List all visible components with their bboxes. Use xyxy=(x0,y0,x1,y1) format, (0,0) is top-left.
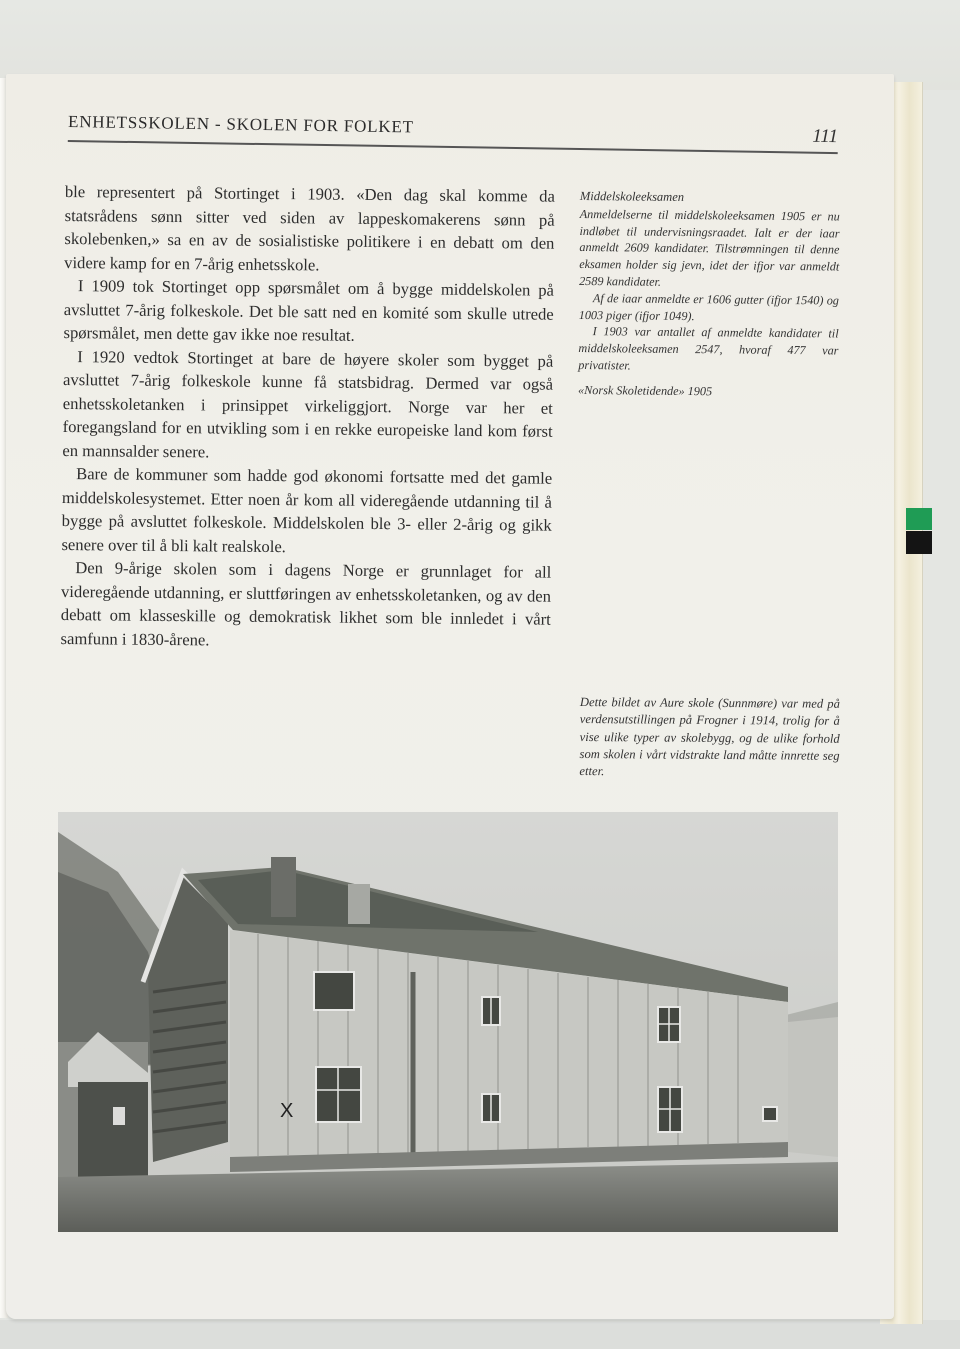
main-body-text xyxy=(60,180,554,655)
sidebar-quote xyxy=(578,188,840,401)
tab-black xyxy=(906,531,932,554)
header-rule xyxy=(68,140,838,154)
school-photograph xyxy=(58,812,838,1232)
sidebar-paragraph: Af de iaar anmeldte er 1606 gutter (ifjor 1540) og 1003 piger (ifjor 1049). xyxy=(578,290,840,323)
schoolhouse-illustration xyxy=(58,812,838,1232)
photo-caption: Dette bildet av Aure skole (Sunnmøre) var med på verdensutstillingen på Frogner i 1914, trolig for å vise ulike typer av skolebygg, og de ulike forhold som skolen i vårt vidstrakte land måtte innrette seg etter. xyxy=(579,695,840,779)
sidebar-paragraph: Anmeldelserne til middelskoleeksamen 1905 er nu indløbet til undervisningsraadet. Ialt er der iaar anmeldt 2609 kandidater. Tilstrømningen til denne eksamen holder sig jevn, idet der ifjor var anmeldt 2589 kandidater. xyxy=(579,206,840,289)
sidebar-paragraph: I 1903 var antallet af anmeldte kandidater til middelskoleeksamen 2547, hvoraf 477 var privatister. xyxy=(578,324,839,373)
paragraph: Den 9-årige skolen som i dagens Norge er grunnlaget for all videregående utdanning, er sluttføringen av enhetsskoletanken, og av den debatt om klasseskille og demokratisk likhet som ble innledet i vårt samfunn i 1830-årene. xyxy=(60,558,552,649)
paragraph: Bare de kommuner som hadde god økonomi fortsatte med det gamle middelskolesystemet. Etter noen år kom all videregående utdanning til å bygge på avsluttet folkeskole. Middelskolen ble 3- eller 2-årig og gikk senere over til å bli kalt realskole. xyxy=(61,464,553,556)
photo-marker: X xyxy=(280,1100,294,1122)
tab-green xyxy=(906,508,932,530)
running-title: ENHETSSKOLEN - SKOLEN FOR FOLKET xyxy=(67,112,414,137)
paragraph: I 1920 vedtok Stortinget at bare de høyere skoler som bygget på avsluttet 7-årig folkeskole kunne få statsbidrag. Dermed var også enhetsskoletanken i prinsippet virkeliggjort. Norge var her et foregangsland for en utvikling som i en rekke europeiske land kom først en mannsalder senere. xyxy=(62,346,554,461)
page-number: 111 xyxy=(812,125,839,148)
section-color-tab xyxy=(906,508,932,554)
paragraph: I 1909 tok Stortinget opp spørsmålet om å bygge middelskolen på avsluttet 7-årig folkeskole. Det ble satt ned en komité som skulle utrede spørsmålet, men dette gav ikke noe resultat. xyxy=(63,276,555,345)
sidebar-source: «Norsk Skoletidende» 1905 xyxy=(577,382,713,399)
paragraph: ble representert på Stortinget i 1903. «Den dag skal komme da statsrådens sønn sitter ved siden av lappeskomakerens sønn på skolebenken,» sa en av de sosialistiske politikere i en debatt om den videre kamp for en 7-årig enhetsskole. xyxy=(64,181,555,274)
background-bottom xyxy=(0,1320,960,1349)
sidebar-title: Middelskoleeksamen xyxy=(579,188,685,204)
